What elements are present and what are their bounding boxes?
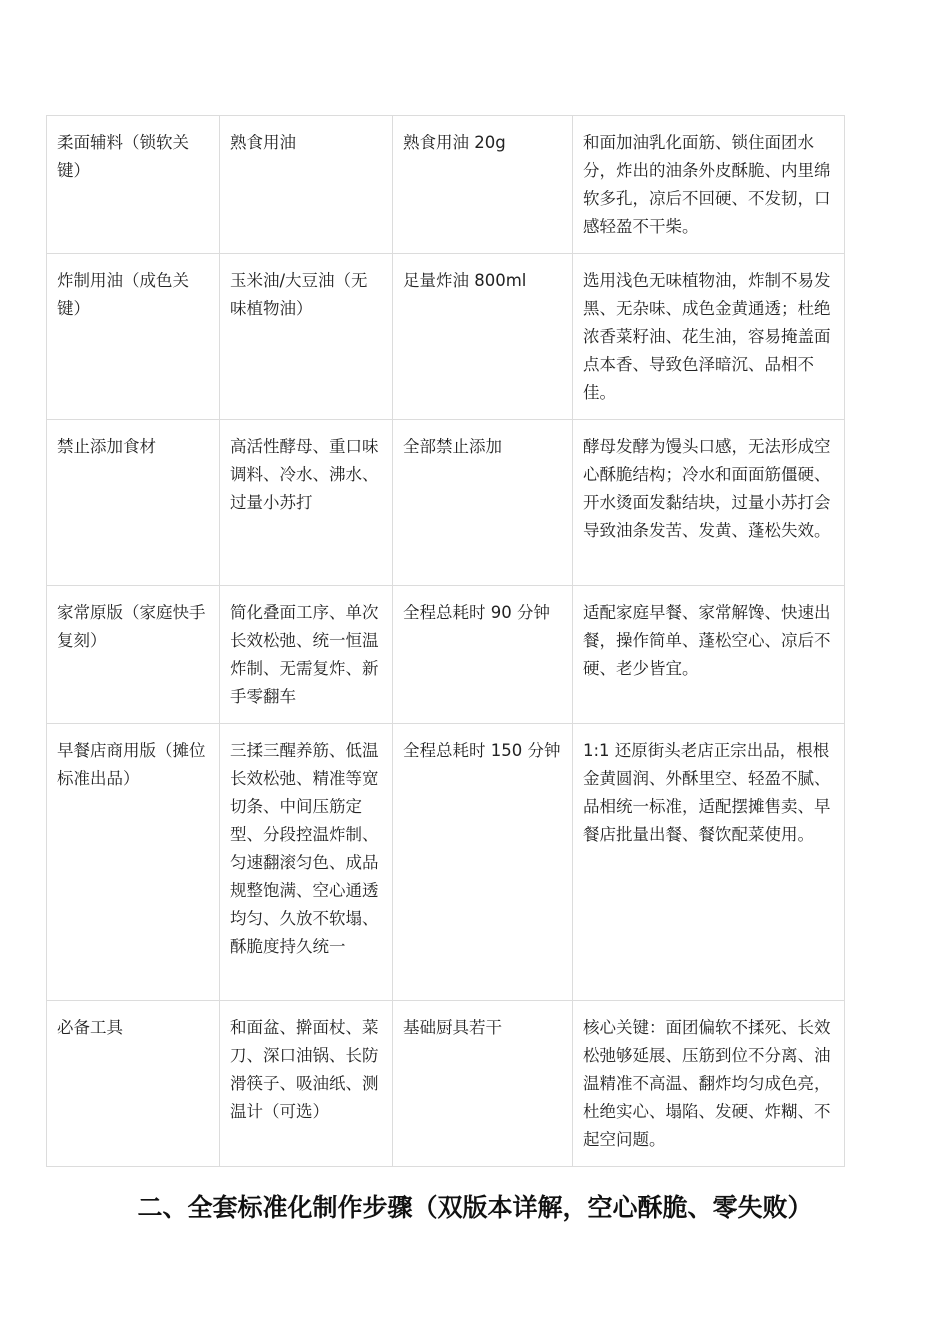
table-row	[47, 254, 845, 420]
table-cell-material: 三揉三醒养筋、低温长效松弛、精准等宽切条、中间压筋定型、分段控温炸制、匀速翻滚匀色、成品规整饱满、空心通透均匀、久放不软塌、酥脆度持久统一	[220, 724, 393, 1001]
table-cell-note: 1:1 还原街头老店正宗出品，根根金黄圆润、外酥里空、轻盈不腻、品相统一标准，适配摆摊售卖、早餐店批量出餐、餐饮配菜使用。	[573, 724, 845, 1001]
ingredients-table	[46, 115, 845, 1167]
section-heading: 二、全套标准化制作步骤（双版本详解，空心酥脆、零失败）	[137, 1193, 813, 1222]
table-cell-note: 适配家庭早餐、家常解馋、快速出餐，操作简单、蓬松空心、凉后不硬、老少皆宜。	[573, 586, 845, 724]
table-row	[47, 116, 845, 254]
table-row	[47, 420, 845, 586]
table-cell-category: 早餐店商用版（摊位标准出品）	[47, 724, 220, 1001]
table-cell-amount: 全程总耗时 150 分钟	[393, 724, 573, 1001]
table-cell-amount: 全程总耗时 90 分钟	[393, 586, 573, 724]
table-cell-category: 炸制用油（成色关键）	[47, 254, 220, 420]
table-cell-amount: 全部禁止添加	[393, 420, 573, 586]
table-cell-category: 必备工具	[47, 1001, 220, 1167]
table-cell-material: 简化叠面工序、单次长效松弛、统一恒温炸制、无需复炸、新手零翻车	[220, 586, 393, 724]
table-cell-category: 禁止添加食材	[47, 420, 220, 586]
table-cell-category: 柔面辅料（锁软关键）	[47, 116, 220, 254]
table-cell-material: 和面盆、擀面杖、菜刀、深口油锅、长防滑筷子、吸油纸、测温计（可选）	[220, 1001, 393, 1167]
table-cell-material: 玉米油/大豆油（无味植物油）	[220, 254, 393, 420]
table-row	[47, 724, 845, 1001]
table-cell-material: 高活性酵母、重口味调料、冷水、沸水、过量小苏打	[220, 420, 393, 586]
table-cell-note: 选用浅色无味植物油，炸制不易发黑、无杂味、成色金黄通透；杜绝浓香菜籽油、花生油，容易掩盖面点本香、导致色泽暗沉、品相不佳。	[573, 254, 845, 420]
table-cell-amount: 基础厨具若干	[393, 1001, 573, 1167]
table-cell-amount: 熟食用油 20g	[393, 116, 573, 254]
table-cell-amount: 足量炸油 800ml	[393, 254, 573, 420]
table-cell-note: 酵母发酵为馒头口感，无法形成空心酥脆结构；冷水和面面筋僵硬、开水烫面发黏结块，过量小苏打会导致油条发苦、发黄、蓬松失效。	[573, 420, 845, 586]
table-row	[47, 586, 845, 724]
table-cell-material: 熟食用油	[220, 116, 393, 254]
table-cell-note: 核心关键：面团偏软不揉死、长效松弛够延展、压筋到位不分离、油温精准不高温、翻炸均匀成色亮，杜绝实心、塌陷、发硬、炸糊、不起空问题。	[573, 1001, 845, 1167]
table-row	[47, 1001, 845, 1167]
table-cell-note: 和面加油乳化面筋、锁住面团水分，炸出的油条外皮酥脆、内里绵软多孔，凉后不回硬、不发韧，口感轻盈不干柴。	[573, 116, 845, 254]
table-cell-category: 家常原版（家庭快手复刻）	[47, 586, 220, 724]
